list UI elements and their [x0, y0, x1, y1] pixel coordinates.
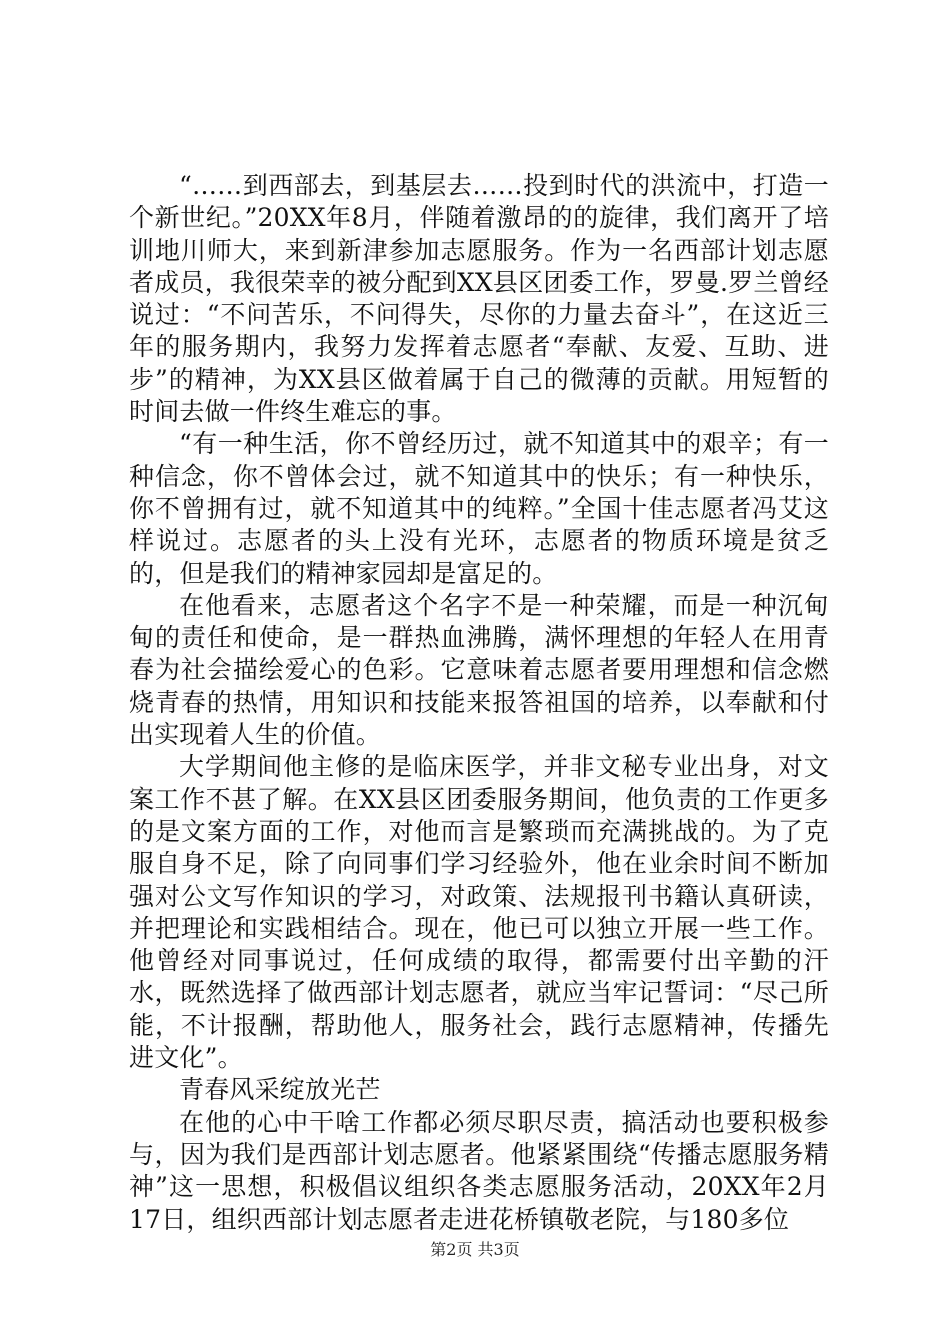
paragraph-5: 在他的心中干啥工作都必须尽职尽责，搞活动也要积极参与，因为我们是西部计划志愿者。他紧紧围绕“传播志愿服务精神”这一思想，积极倡议组织各类志愿服务活动，20XX年2月17日，组织西部计划志愿者走进花桥镇敬老院，与180多位	[129, 1107, 829, 1234]
page-footer: 第2页 共3页	[430, 1240, 520, 1259]
document-body	[129, 170, 829, 1236]
paragraph-1: “……到西部去，到基层去……投到时代的洪流中，打造一个新世纪。”20XX年8月，伴随着激昂的的旋律，我们离开了培训地川师大，来到新津参加志愿服务。作为一名西部计划志愿者成员，我很荣幸的被分配到XX县区团委工作，罗曼.罗兰曾经说过：“不问苦乐，不问得失，尽你的力量去奋斗”，在这近三年的服务期内，我努力发挥着志愿者“奉献、友爱、互助、进步”的精神，为XX县区做着属于自己的微薄的贡献。用短暂的时间去做一件终生难忘的事。	[129, 171, 829, 427]
paragraph-4: 大学期间他主修的是临床医学，并非文秘专业出身，对文案工作不甚了解。在XX县区团委服务期间，他负责的工作更多的是文案方面的工作，对他而言是繁琐而充满挑战的。为了克服自身不足，除了向同事们学习经验外，他在业余时间不断加强对公文写作知识的学习，对政策、法规报刊书籍认真研读，并把理论和实践相结合。现在，他已可以独立开展一些工作。他曾经对同事说过，任何成绩的取得，都需要付出辛勤的汗水，既然选择了做西部计划志愿者，就应当牢记誓词：“尽己所能，不计报酬，帮助他人，服务社会，践行志愿精神，传播先进文化”。	[129, 752, 829, 1073]
paragraph-2: “有一种生活，你不曾经历过，就不知道其中的艰辛；有一种信念，你不曾体会过，就不知道其中的快乐；有一种快乐，你不曾拥有过，就不知道其中的纯粹。”全国十佳志愿者冯艾这样说过。志愿者的头上没有光环，志愿者的物质环境是贫乏的，但是我们的精神家园却是富足的。	[129, 429, 829, 588]
paragraph-3: 在他看来，志愿者这个名字不是一种荣耀，而是一种沉甸甸的责任和使命，是一群热血沸腾，满怀理想的年轻人在用青春为社会描绘爱心的色彩。它意味着志愿者要用理想和信念燃烧青春的热情，用知识和技能来报答祖国的培养，以奉献和付出实现着人生的价值。	[129, 590, 829, 750]
section-heading: 青春风采绽放光芒	[179, 1075, 381, 1105]
